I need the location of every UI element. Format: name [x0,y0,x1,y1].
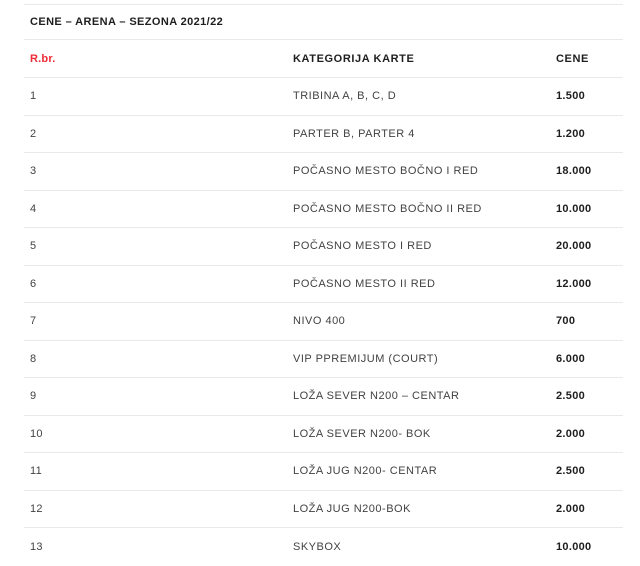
row-category-cell: LOŽA JUG N200- CENTAR [293,465,438,478]
row-category-cell: LOŽA JUG N200-BOK [293,502,411,515]
row-price-cell: 1.200 [556,127,586,140]
row-number-cell: 4 [30,202,37,215]
table-body [24,78,623,566]
row-category-cell: POČASNO MESTO BOČNO I RED [293,165,479,178]
table-row [24,528,623,566]
table-row [24,416,623,454]
row-price-cell: 10.000 [556,540,592,553]
row-category-cell: TRIBINA A, B, C, D [293,90,397,103]
table-row [24,266,623,304]
row-number-cell: 9 [30,390,37,403]
table-row [24,453,623,491]
row-category-cell: LOŽA SEVER N200- BOK [293,427,431,440]
row-category-cell: POČASNO MESTO I RED [293,240,432,253]
row-category-cell: NIVO 400 [293,315,346,328]
row-number-cell: 6 [30,277,37,290]
row-price-cell: 2.000 [556,502,586,515]
row-number-cell: 13 [30,540,43,553]
row-category-cell: SKYBOX [293,540,342,553]
table-row [24,191,623,229]
row-price-cell: 1.500 [556,90,586,103]
row-category-cell: POČASNO MESTO BOČNO II RED [293,202,482,215]
row-number-cell: 11 [30,465,43,478]
row-price-cell: 12.000 [556,277,592,290]
table-row [24,303,623,341]
table-header-row [24,40,623,78]
row-price-cell: 6.000 [556,352,586,365]
row-category-cell: VIP PPREMIJUM (COURT) [293,352,439,365]
column-header-category: KATEGORIJA KARTE [293,52,415,65]
row-number-cell: 1 [30,90,37,103]
table-row [24,491,623,529]
row-price-cell: 2.000 [556,427,586,440]
row-number-cell: 5 [30,240,37,253]
row-price-cell: 20.000 [556,240,592,253]
row-category-cell: PARTER B, PARTER 4 [293,127,415,140]
row-number-cell: 12 [30,502,43,515]
row-price-cell: 2.500 [556,390,586,403]
table-title: CENE – ARENA – SEZONA 2021/22 [30,16,224,28]
row-price-cell: 700 [556,315,576,328]
table-row [24,341,623,379]
table-row [24,378,623,416]
row-number-cell: 10 [30,427,43,440]
row-category-cell: POČASNO MESTO II RED [293,277,436,290]
column-header-price: CENE [556,52,589,65]
table-row [24,116,623,154]
column-header-rbr: R.br. [30,52,56,65]
row-number-cell: 8 [30,352,37,365]
table-row [24,153,623,191]
row-price-cell: 10.000 [556,202,592,215]
row-price-cell: 2.500 [556,465,586,478]
table-row [24,78,623,116]
row-number-cell: 3 [30,165,37,178]
row-number-cell: 2 [30,127,37,140]
row-category-cell: LOŽA SEVER N200 – CENTAR [293,390,460,403]
row-number-cell: 7 [30,315,37,328]
table-row [24,228,623,266]
row-price-cell: 18.000 [556,165,592,178]
table-title-row [24,5,623,40]
prices-table [24,4,623,566]
